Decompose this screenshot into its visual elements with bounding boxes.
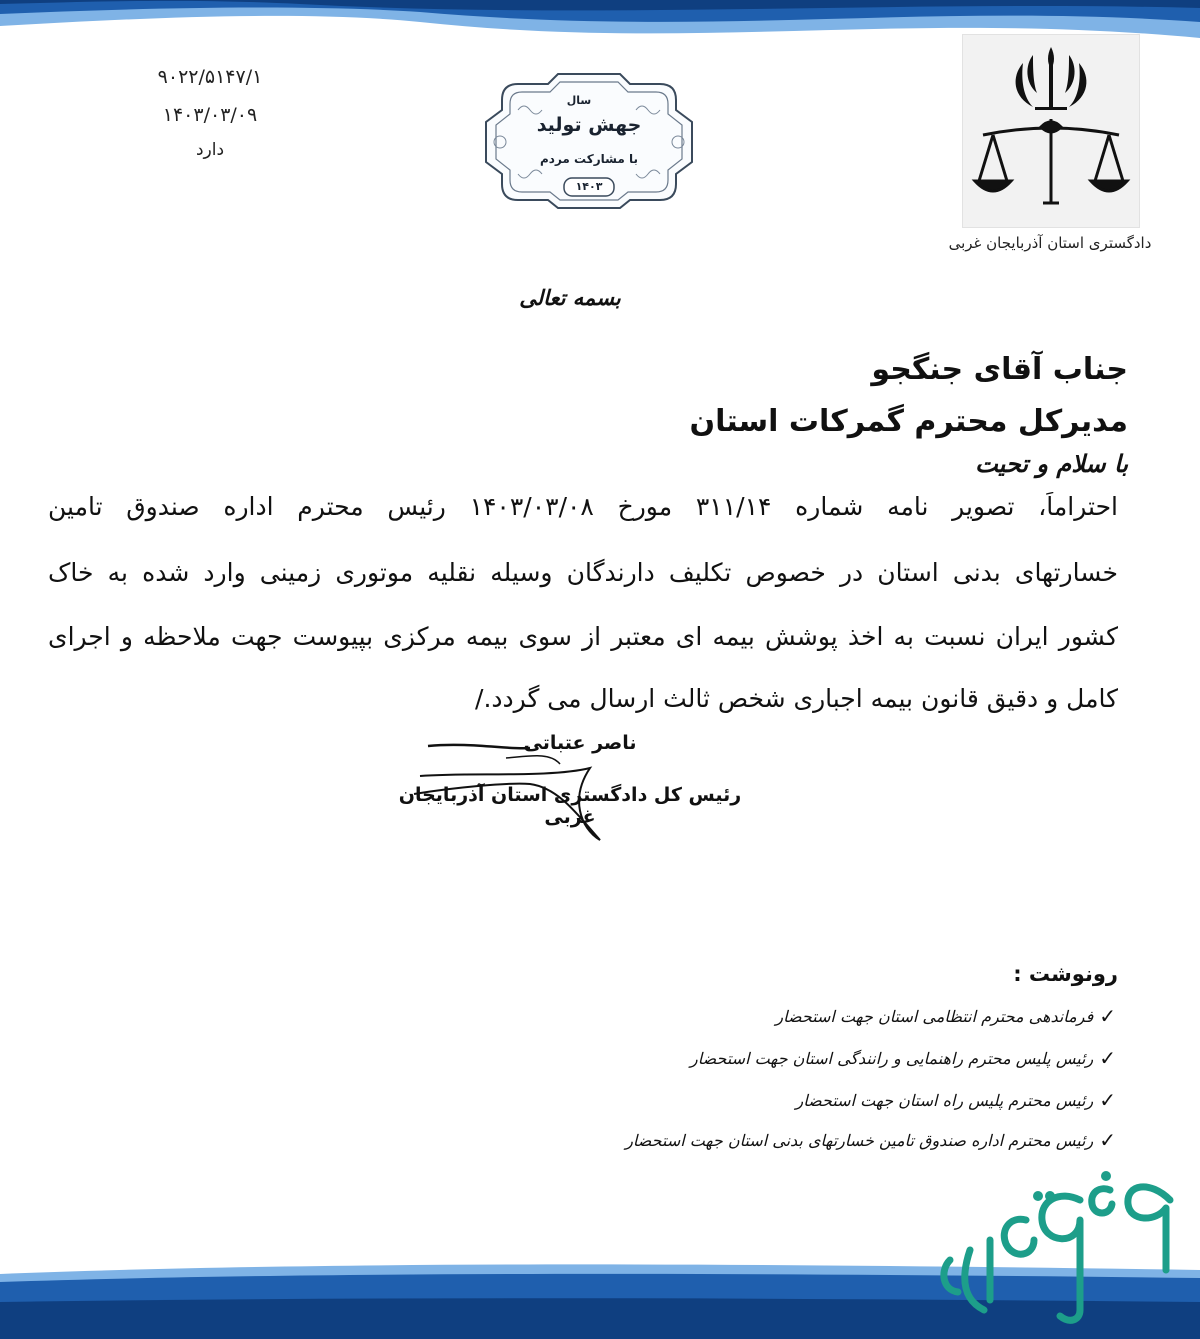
cc-item-label: فرماندهی محترم انتظامی استان جهت استحضار — [775, 1006, 1094, 1026]
body-line: کامل و دقیق قانون بیمه اجباری شخص ثالث ارسال می گردد./ — [475, 684, 1118, 713]
attachment-status: دارد — [195, 140, 225, 160]
cc-item-label: رئیس محترم اداره صندوق تامین خسارتهای بدنی استان جهت استحضار — [625, 1130, 1094, 1150]
cc-item-label: رئیس محترم پلیس راه استان جهت استحضار — [795, 1090, 1094, 1110]
check-icon: ✓ — [1099, 1004, 1116, 1028]
cc-item — [625, 1128, 1116, 1152]
body-line: کشور ایران نسبت به اخذ پوشش بیمه ای معتبر از سوی بیمه مرکزی بپیوست جهت ملاحظه و اجرای — [48, 622, 1118, 651]
check-icon: ✓ — [1099, 1128, 1116, 1152]
cc-item — [775, 1004, 1116, 1028]
cc-item-label: رئیس پلیس محترم راهنمایی و رانندگی استان جهت استحضار — [690, 1048, 1094, 1068]
signer-title: رئیس کل دادگستری استان آذربایجان غربی — [398, 784, 742, 828]
cc-item — [690, 1046, 1116, 1070]
letter-date: ۱۴۰۳/۰۳/۰۹ — [162, 104, 258, 126]
cc-item — [796, 1088, 1116, 1112]
cc-heading: رونوشت : — [1013, 962, 1118, 986]
slogan-stamp — [478, 70, 700, 210]
letter-number: ۹۰۲۲/۵۱۴۷/۱ — [157, 66, 263, 88]
watermark-logo — [930, 1160, 1190, 1330]
stamp-slogan-sub: با مشارکت مردم — [540, 152, 638, 166]
body-line: خسارتهای بدنی استان در خصوص تکلیف دارندگان وسیله نقلیه موتوری زمینی وارد شده به خاک — [48, 558, 1118, 587]
scales-of-justice-icon — [975, 119, 1127, 203]
stamp-year: ۱۴۰۳ — [575, 180, 603, 193]
check-icon: ✓ — [1099, 1046, 1116, 1070]
judiciary-emblem — [962, 34, 1140, 228]
body-line: احتراماً، تصویر نامه شماره ۳۱۱/۱۴ مورخ ۱۴۰۳/۰۳/۰۸ رئیس محترم اداره صندوق تامین — [48, 492, 1118, 521]
org-name: دادگستری استان آذربایجان غربی — [948, 234, 1152, 252]
greeting: با سلام و تحیت — [975, 450, 1128, 478]
iran-emblem-icon — [1016, 47, 1087, 110]
stamp-slogan: جهش تولید — [536, 114, 642, 136]
stamp-year-label: سال — [566, 94, 592, 107]
recipient-title: مدیرکل محترم گمرکات استان — [689, 404, 1128, 439]
signer-name: ناصر عتباتی — [523, 732, 637, 754]
check-icon: ✓ — [1099, 1088, 1116, 1112]
salutation: بسمه تعالی — [519, 286, 621, 310]
recipient-name: جناب آقای جنگجو — [871, 352, 1128, 387]
